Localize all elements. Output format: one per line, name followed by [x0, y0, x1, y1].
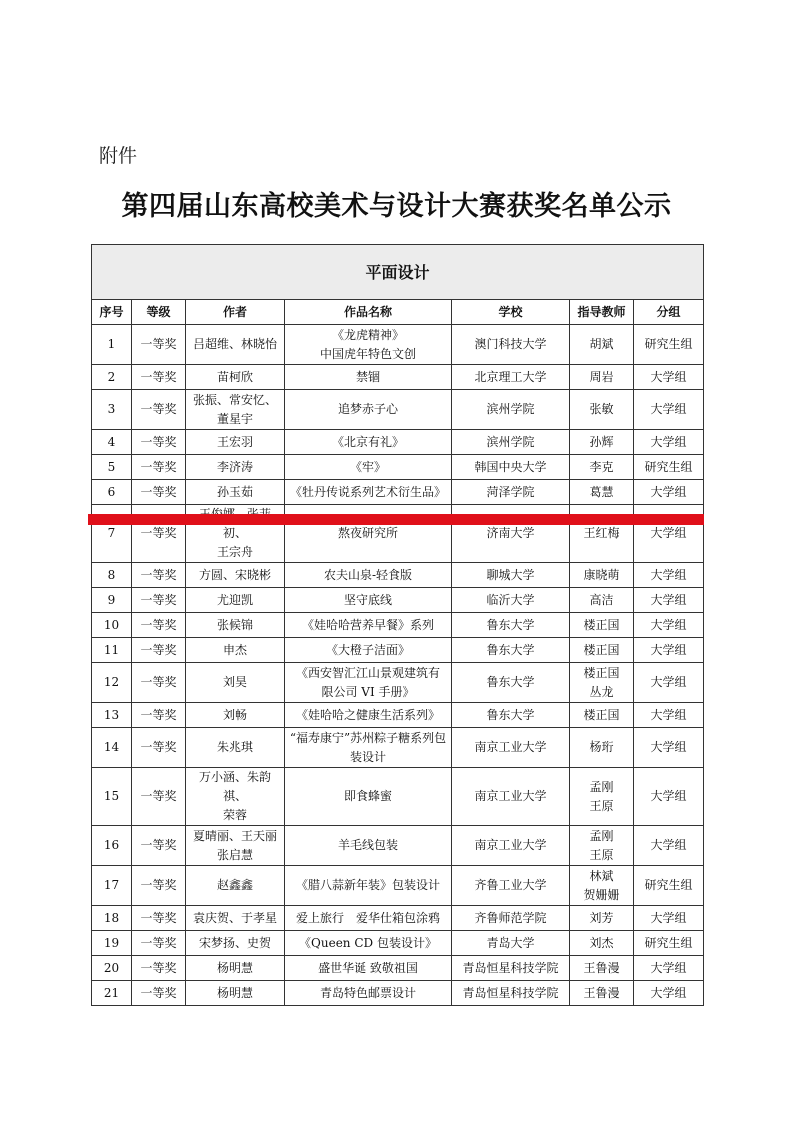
cell-work	[285, 866, 452, 906]
cell-line: 苗柯欣	[216, 369, 253, 384]
cell-no: 9	[92, 588, 132, 613]
cell-line: 李克	[589, 459, 614, 474]
cell-line: 爱上旅行 爱华仕箱包涂鸦	[295, 910, 440, 925]
cell-work	[285, 613, 452, 638]
cell-no: 19	[92, 931, 132, 956]
cell-advisor	[570, 931, 634, 956]
cell-work	[285, 826, 452, 866]
cell-school: 南京工业大学	[452, 728, 570, 768]
cell-author	[186, 613, 285, 638]
cell-line: 孟刚	[589, 828, 614, 843]
cell-line: 羊毛线包装	[337, 838, 398, 852]
cell-no: 7	[92, 505, 132, 563]
cell-line: 孙玉茹	[216, 484, 253, 499]
cell-advisor	[570, 455, 634, 480]
cell-no: 15	[92, 768, 132, 826]
cell-author	[186, 866, 285, 906]
cell-advisor	[570, 981, 634, 1006]
cell-line: 夏晴丽、王天丽	[192, 828, 277, 843]
cell-group: 大学组	[634, 663, 704, 703]
cell-author	[186, 563, 285, 588]
cell-advisor	[570, 588, 634, 613]
cell-line: 朱兆琪	[216, 740, 253, 754]
cell-advisor	[570, 906, 634, 931]
cell-school: 青岛大学	[452, 931, 570, 956]
cell-school: 青岛恒星科技学院	[452, 956, 570, 981]
cell-work	[285, 480, 452, 505]
cell-no: 16	[92, 826, 132, 866]
cell-level: 一等奖	[132, 981, 186, 1006]
highlight-bar	[88, 514, 704, 525]
cell-advisor	[570, 430, 634, 455]
cell-work	[285, 768, 452, 826]
cell-work	[285, 931, 452, 956]
cell-group: 大学组	[634, 768, 704, 826]
cell-line: 杨明慧	[216, 960, 253, 975]
col-school-header: 学校	[452, 300, 570, 325]
cell-level: 一等奖	[132, 663, 186, 703]
cell-line: 董星宇	[216, 411, 253, 426]
cell-level: 一等奖	[132, 768, 186, 826]
cell-no: 5	[92, 455, 132, 480]
cell-no: 13	[92, 703, 132, 728]
cell-line: 《大橙子洁面》	[325, 642, 410, 657]
cell-line: 孟刚	[589, 779, 614, 794]
cell-author	[186, 325, 285, 365]
table-row	[92, 956, 704, 981]
cell-group: 大学组	[634, 563, 704, 588]
table-row	[92, 563, 704, 588]
cell-advisor	[570, 390, 634, 430]
cell-line: 赵鑫鑫	[216, 878, 253, 892]
cell-line: 《龙虎精神》	[331, 327, 404, 342]
cell-work	[285, 906, 452, 931]
cell-line: 王原	[589, 798, 614, 813]
cell-line: 高洁	[589, 592, 614, 607]
table-row	[92, 325, 704, 365]
cell-school: 滨州学院	[452, 430, 570, 455]
cell-line: 《腊八蒜新年装》包装设计	[295, 878, 440, 892]
cell-advisor	[570, 768, 634, 826]
cell-no: 11	[92, 638, 132, 663]
cell-line: 农夫山泉-轻食版	[323, 567, 413, 582]
cell-line: 装设计	[349, 749, 386, 764]
cell-level: 一等奖	[132, 728, 186, 768]
cell-school: 南京工业大学	[452, 768, 570, 826]
cell-line: 《娃哈哈营养早餐》系列	[301, 617, 434, 632]
cell-level: 一等奖	[132, 480, 186, 505]
cell-level: 一等奖	[132, 588, 186, 613]
awards-table	[91, 244, 704, 1006]
cell-group: 大学组	[634, 505, 704, 563]
cell-school: 鲁东大学	[452, 663, 570, 703]
cell-group: 大学组	[634, 906, 704, 931]
cell-group: 大学组	[634, 588, 704, 613]
cell-no: 1	[92, 325, 132, 365]
cell-no: 2	[92, 365, 132, 390]
cell-line: 坚守底线	[343, 592, 392, 607]
cell-author	[186, 826, 285, 866]
cell-author	[186, 430, 285, 455]
table-row	[92, 365, 704, 390]
table-row	[92, 480, 704, 505]
cell-school: 北京理工大学	[452, 365, 570, 390]
table-row	[92, 866, 704, 906]
cell-group: 研究生组	[634, 455, 704, 480]
cell-advisor	[570, 663, 634, 703]
cell-school: 青岛恒星科技学院	[452, 981, 570, 1006]
cell-school: 韩国中央大学	[452, 455, 570, 480]
cell-advisor	[570, 826, 634, 866]
cell-advisor	[570, 638, 634, 663]
cell-level: 一等奖	[132, 931, 186, 956]
cell-line: 初、	[222, 526, 247, 540]
cell-line: 孙辉	[589, 434, 614, 449]
cell-work	[285, 390, 452, 430]
col-no-header: 序号	[92, 300, 132, 325]
cell-line: 楼正国	[583, 617, 620, 632]
cell-school: 澳门科技大学	[452, 325, 570, 365]
cell-line: 《牡丹传说系列艺术衍生品》	[289, 484, 446, 499]
cell-line: 张敏	[589, 402, 614, 416]
col-author-header: 作者	[186, 300, 285, 325]
cell-line: 王宏羽	[216, 434, 253, 449]
col-level-header: 等级	[132, 300, 186, 325]
cell-line: 盛世华诞 致敬祖国	[318, 960, 418, 975]
cell-school: 鲁东大学	[452, 703, 570, 728]
cell-line: 方圆、宋晓彬	[198, 567, 271, 582]
cell-group: 大学组	[634, 430, 704, 455]
cell-level: 一等奖	[132, 505, 186, 563]
cell-level: 一等奖	[132, 956, 186, 981]
cell-level: 一等奖	[132, 638, 186, 663]
cell-author	[186, 956, 285, 981]
cell-level: 一等奖	[132, 325, 186, 365]
attachment-label: 附件	[99, 145, 138, 167]
cell-work	[285, 325, 452, 365]
cell-line: 尤迎凯	[216, 592, 253, 607]
cell-school: 鲁东大学	[452, 638, 570, 663]
cell-author	[186, 703, 285, 728]
cell-advisor	[570, 613, 634, 638]
table-row	[92, 981, 704, 1006]
cell-line: 《西安智汇江山景观建筑有	[295, 665, 440, 680]
cell-work	[285, 663, 452, 703]
cell-line: 李济涛	[216, 459, 253, 474]
cell-school: 齐鲁师范学院	[452, 906, 570, 931]
cell-group: 大学组	[634, 728, 704, 768]
cell-group: 大学组	[634, 956, 704, 981]
cell-group: 研究生组	[634, 325, 704, 365]
cell-line: 葛慧	[589, 484, 614, 499]
cell-advisor	[570, 728, 634, 768]
cell-line: 贺姗姗	[583, 887, 620, 902]
cell-line: 王宗舟	[216, 545, 253, 559]
cell-line: 中国虎年特色文创	[319, 346, 416, 361]
cell-work	[285, 981, 452, 1006]
cell-line: 禁锢	[355, 369, 380, 384]
cell-line: 楼正国	[583, 665, 620, 680]
cell-no: 8	[92, 563, 132, 588]
table-row	[92, 906, 704, 931]
cell-author	[186, 906, 285, 931]
cell-advisor	[570, 480, 634, 505]
cell-level: 一等奖	[132, 455, 186, 480]
cell-line: 王原	[589, 847, 614, 862]
cell-group: 大学组	[634, 480, 704, 505]
cell-line: 张振、常安忆、	[192, 392, 277, 407]
cell-line: 张候锦	[216, 617, 253, 632]
col-work-header: 作品名称	[285, 300, 452, 325]
cell-work	[285, 588, 452, 613]
table-row	[92, 613, 704, 638]
cell-line: “福寿康宁”苏州粽子糖系列包	[289, 730, 447, 745]
cell-school: 济南大学	[452, 505, 570, 563]
table-row	[92, 455, 704, 480]
cell-line: 丛龙	[589, 684, 614, 699]
cell-school: 滨州学院	[452, 390, 570, 430]
table-row	[92, 728, 704, 768]
cell-group: 研究生组	[634, 931, 704, 956]
cell-line: 刘昊	[222, 675, 247, 689]
cell-level: 一等奖	[132, 906, 186, 931]
cell-author	[186, 455, 285, 480]
cell-work	[285, 563, 452, 588]
cell-advisor	[570, 365, 634, 390]
cell-line: 楼正国	[583, 642, 620, 657]
cell-group: 大学组	[634, 613, 704, 638]
cell-line: 刘畅	[222, 707, 247, 722]
cell-line: 杨珩	[589, 740, 614, 754]
cell-advisor	[570, 563, 634, 588]
cell-author	[186, 638, 285, 663]
cell-group: 大学组	[634, 390, 704, 430]
cell-work	[285, 638, 452, 663]
cell-line: 限公司 VI 手册》	[321, 684, 415, 699]
cell-group: 大学组	[634, 365, 704, 390]
col-group-header: 分组	[634, 300, 704, 325]
cell-author	[186, 365, 285, 390]
table-row	[92, 768, 704, 826]
table-row	[92, 703, 704, 728]
cell-line: 《娃哈哈之健康生活系列》	[295, 707, 440, 722]
cell-line: 刘芳	[589, 910, 614, 925]
cell-school: 南京工业大学	[452, 826, 570, 866]
cell-line: 熬夜研究所	[337, 526, 398, 540]
cell-line: 吕超维、林晓怡	[192, 337, 277, 351]
cell-line: 楼正国	[583, 707, 620, 722]
cell-level: 一等奖	[132, 866, 186, 906]
table-row	[92, 826, 704, 866]
cell-author	[186, 663, 285, 703]
cell-no: 10	[92, 613, 132, 638]
cell-level: 一等奖	[132, 826, 186, 866]
cell-no: 3	[92, 390, 132, 430]
cell-no: 17	[92, 866, 132, 906]
cell-work	[285, 728, 452, 768]
section-title: 平面设计	[92, 245, 704, 300]
cell-line: 周岩	[589, 369, 614, 384]
cell-line: 袁庆贺、于孝星	[192, 910, 277, 925]
cell-line: 荣蓉	[222, 808, 247, 822]
table-row	[92, 588, 704, 613]
cell-work	[285, 956, 452, 981]
cell-line: 康晓萌	[583, 567, 620, 582]
cell-work	[285, 455, 452, 480]
cell-group: 大学组	[634, 826, 704, 866]
cell-advisor	[570, 866, 634, 906]
cell-no: 14	[92, 728, 132, 768]
cell-line: 宋梦扬、史贺	[198, 935, 271, 950]
cell-no: 18	[92, 906, 132, 931]
cell-line: 胡斌	[589, 337, 614, 351]
cell-school: 临沂大学	[452, 588, 570, 613]
cell-work	[285, 430, 452, 455]
cell-author	[186, 768, 285, 826]
cell-line: 《北京有礼》	[331, 434, 404, 449]
col-advisor-header: 指导教师	[570, 300, 634, 325]
cell-line: 申杰	[222, 642, 247, 657]
cell-line: 林斌	[589, 868, 614, 883]
cell-no: 12	[92, 663, 132, 703]
cell-work	[285, 365, 452, 390]
table-row	[92, 931, 704, 956]
cell-school: 菏泽学院	[452, 480, 570, 505]
cell-school: 鲁东大学	[452, 613, 570, 638]
cell-group: 研究生组	[634, 866, 704, 906]
page-title: 第四届山东高校美术与设计大赛获奖名单公示	[121, 191, 672, 222]
cell-line: 张启慧	[216, 847, 253, 862]
table-row	[92, 663, 704, 703]
cell-advisor	[570, 956, 634, 981]
table-row	[92, 638, 704, 663]
cell-line: 杨明慧	[216, 985, 253, 1000]
cell-group: 大学组	[634, 981, 704, 1006]
cell-line: 王鲁漫	[583, 960, 620, 975]
cell-line: 万小涵、朱韵祺、	[198, 770, 271, 803]
cell-level: 一等奖	[132, 563, 186, 588]
cell-school: 聊城大学	[452, 563, 570, 588]
cell-line: 追梦赤子心	[337, 402, 398, 416]
cell-author	[186, 588, 285, 613]
cell-line: 《牢》	[349, 459, 386, 474]
cell-author	[186, 390, 285, 430]
cell-advisor	[570, 325, 634, 365]
cell-line: 王鲁漫	[583, 985, 620, 1000]
cell-author	[186, 480, 285, 505]
cell-no: 21	[92, 981, 132, 1006]
cell-author	[186, 931, 285, 956]
cell-level: 一等奖	[132, 390, 186, 430]
cell-line: 王红梅	[583, 526, 620, 540]
cell-school: 齐鲁工业大学	[452, 866, 570, 906]
cell-line: 刘杰	[589, 935, 614, 950]
table-row	[92, 390, 704, 430]
cell-advisor	[570, 703, 634, 728]
table-header-row	[92, 300, 704, 325]
cell-level: 一等奖	[132, 430, 186, 455]
cell-level: 一等奖	[132, 703, 186, 728]
cell-no: 20	[92, 956, 132, 981]
cell-line: 即食蜂蜜	[343, 789, 392, 803]
cell-work	[285, 703, 452, 728]
cell-group: 大学组	[634, 638, 704, 663]
cell-no: 4	[92, 430, 132, 455]
cell-author	[186, 981, 285, 1006]
cell-line: 青岛特色邮票设计	[319, 985, 416, 1000]
cell-author	[186, 728, 285, 768]
cell-no: 6	[92, 480, 132, 505]
cell-line: 《Queen CD 包装设计》	[299, 935, 437, 950]
table-row	[92, 430, 704, 455]
cell-group: 大学组	[634, 703, 704, 728]
cell-level: 一等奖	[132, 365, 186, 390]
cell-level: 一等奖	[132, 613, 186, 638]
